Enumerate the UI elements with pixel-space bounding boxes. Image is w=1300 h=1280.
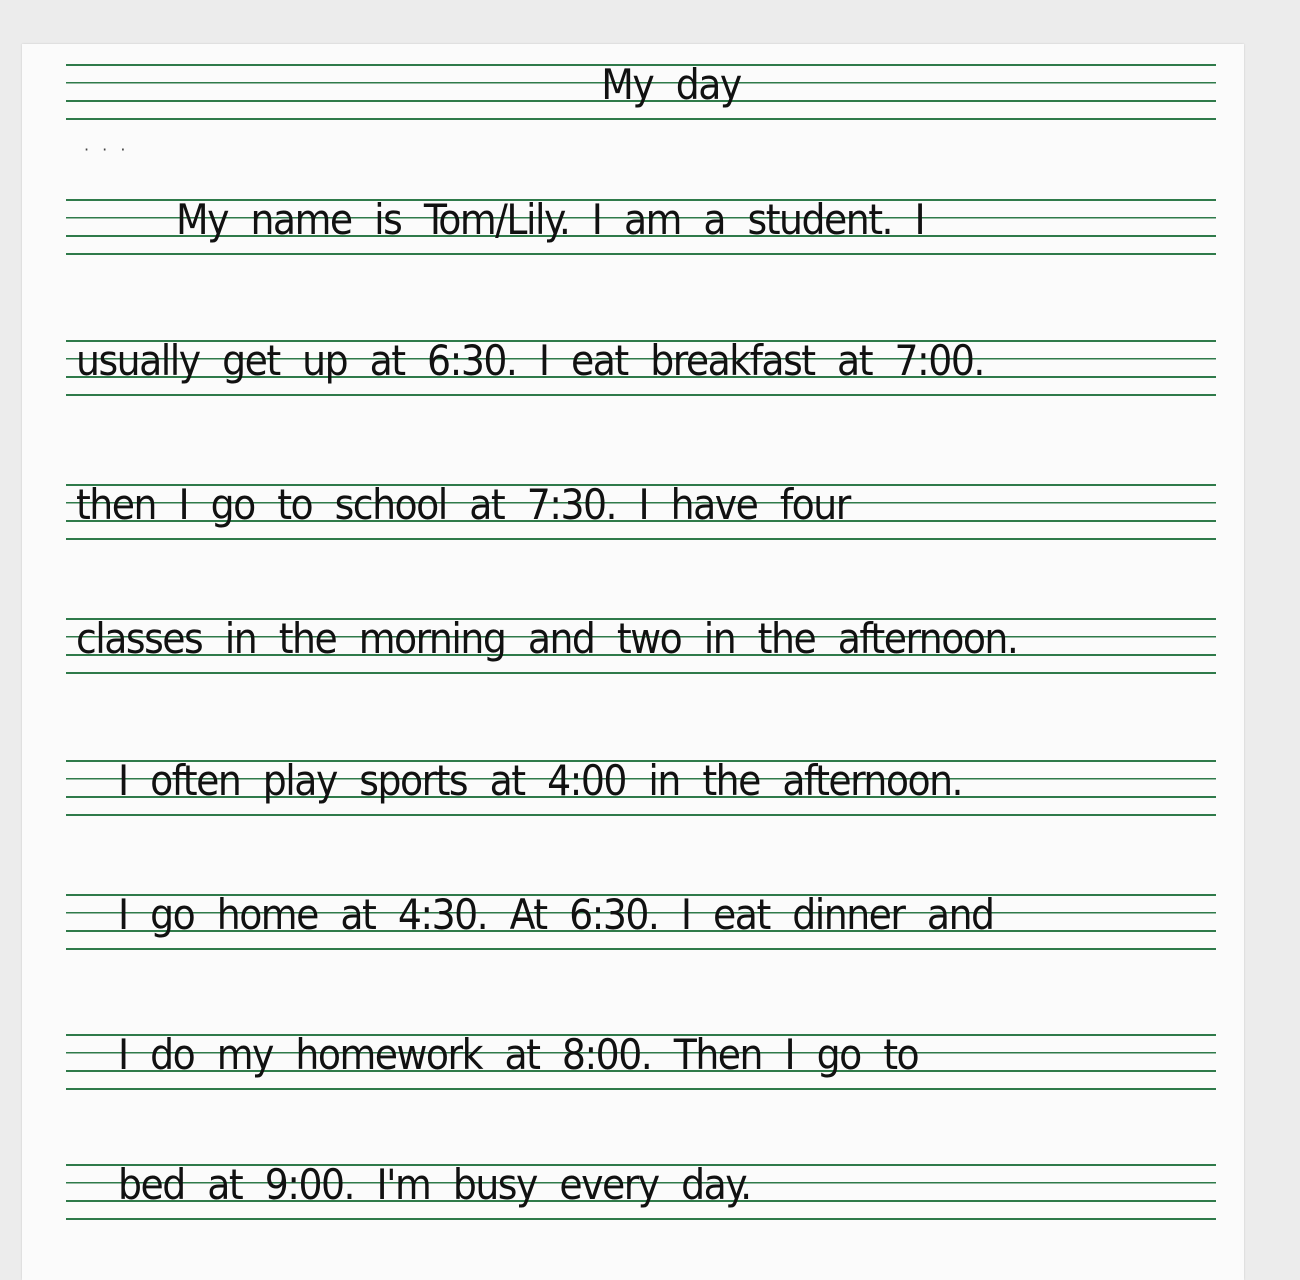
writing-line-5 xyxy=(66,756,1216,816)
title-line xyxy=(66,60,1216,120)
text-line: I often play sports at 4:00 in the afternoon. xyxy=(118,756,963,805)
page-title: My day xyxy=(601,60,741,109)
text-line: classes in the morning and two in the afternoon. xyxy=(76,614,1018,663)
stray-pencil-marks: · · · xyxy=(84,140,130,159)
text-line: bed at 9:00. I'm busy every day. xyxy=(118,1160,751,1209)
text-line: I do my homework at 8:00. Then I go to xyxy=(118,1030,919,1079)
text-line: My name is Tom/Lily. I am a student. I xyxy=(176,195,925,244)
writing-line-2 xyxy=(66,336,1216,396)
writing-line-1 xyxy=(66,195,1216,255)
writing-line-7 xyxy=(66,1030,1216,1090)
writing-line-3 xyxy=(66,480,1216,540)
writing-line-6 xyxy=(66,890,1216,950)
handwriting-sheet xyxy=(22,44,1244,1280)
text-line: I go home at 4:30. At 6:30. I eat dinner and xyxy=(118,890,994,939)
text-line: usually get up at 6:30. I eat breakfast at 7:00. xyxy=(76,336,984,385)
text-line: then I go to school at 7:30. I have four xyxy=(76,480,850,529)
writing-line-4 xyxy=(66,614,1216,674)
writing-line-8 xyxy=(66,1160,1216,1220)
